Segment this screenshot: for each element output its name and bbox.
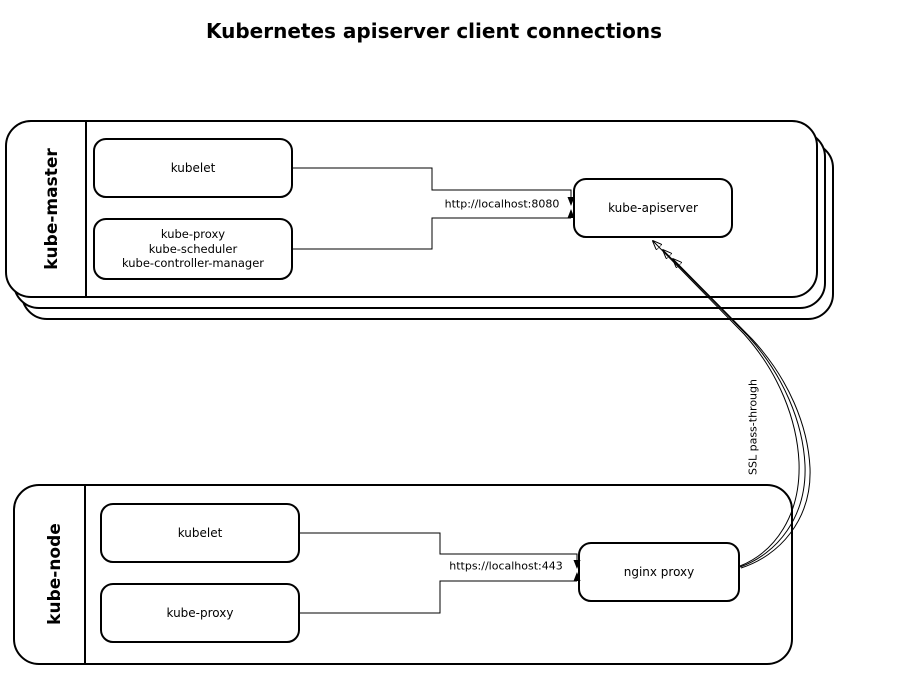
kube-apiserver-label: kube-apiserver — [608, 200, 698, 215]
node-kube-proxy-node — [100, 583, 300, 643]
kube-master-label: kube-master — [42, 148, 62, 270]
diagram-title: Kubernetes apiserver client connections — [205, 19, 663, 43]
node-kubelet-node — [100, 503, 300, 563]
kube-node-label: kube-node — [45, 523, 65, 625]
master-service-kube-proxy-label: kube-proxy — [160, 227, 226, 242]
master-services-node — [93, 218, 293, 280]
nginx-proxy-node — [578, 542, 740, 602]
edge-label-http-localhost-8080: http://localhost:8080 — [444, 197, 560, 211]
master-kubelet-label: kubelet — [170, 160, 216, 175]
node-kube-proxy-label: kube-proxy — [166, 605, 234, 620]
node-kubelet-label: kubelet — [177, 525, 223, 540]
master-service-kube-controller-manager-label: kube-controller-manager — [121, 256, 265, 271]
master-service-kube-scheduler-label: kube-scheduler — [148, 241, 238, 256]
kube-apiserver-node — [573, 178, 733, 238]
master-kubelet-node — [93, 138, 293, 198]
kube-master-label-divider — [85, 121, 87, 297]
edge-label-ssl-pass-through: SSL pass-through — [746, 379, 760, 475]
edge-label-https-localhost-443: https://localhost:443 — [449, 559, 563, 573]
nginx-proxy-label: nginx proxy — [623, 564, 695, 579]
kube-node-label-divider — [84, 485, 86, 664]
